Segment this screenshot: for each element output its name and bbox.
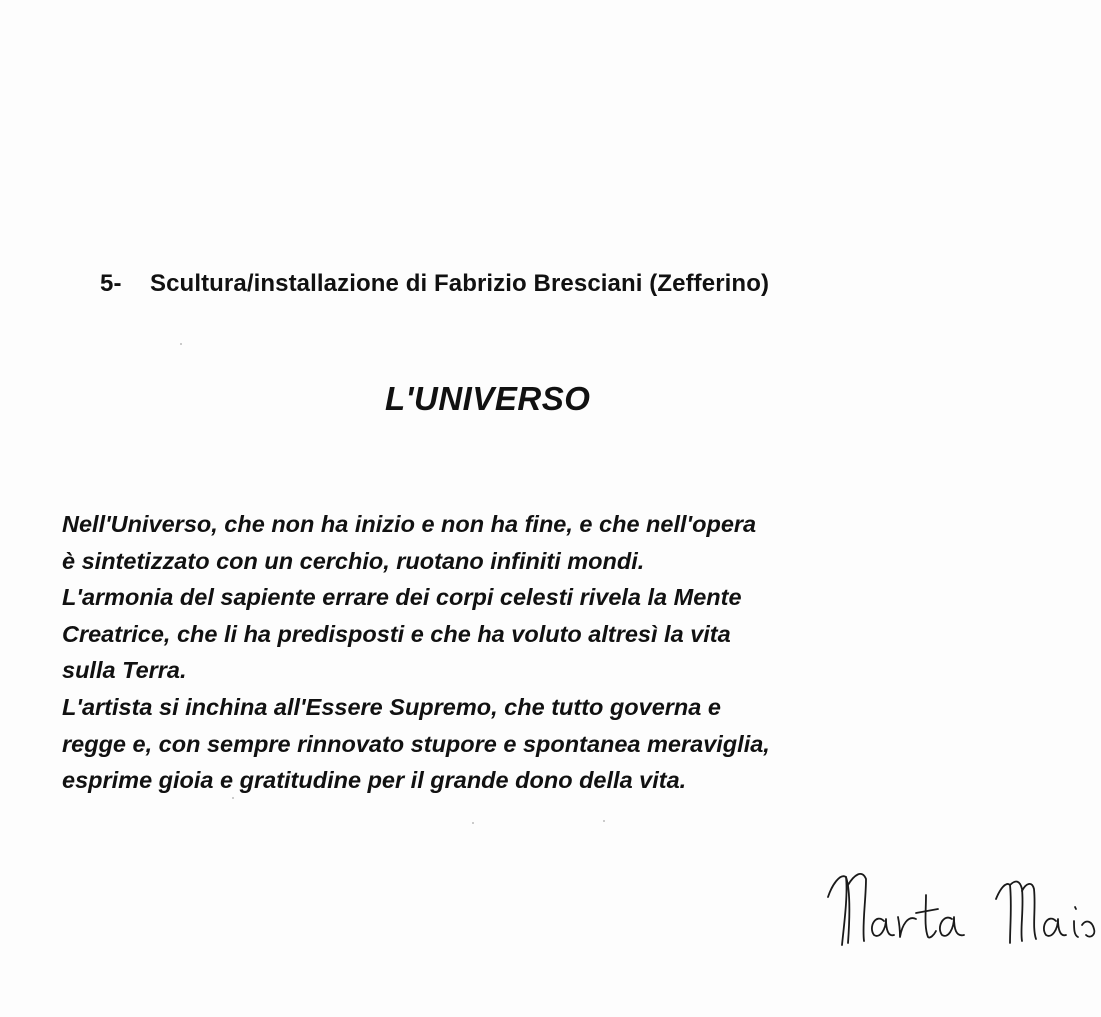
description-line: L'artista si inchina all'Essere Supremo, che tutto governa e [62,693,721,720]
description-line: Creatrice, che li ha predisposti e che ha voluto altresì la vita [62,620,731,647]
section-heading [100,270,769,298]
item-number: 5- [100,270,122,297]
heading-text: Scultura/installazione di Fabrizio Bresciani (Zefferino) [150,270,770,297]
scan-speck [180,343,182,345]
description-paragraph [62,506,962,799]
description-line: Nell'Universo, che non ha inizio e non ha fine, e che nell'opera [62,511,757,537]
handwritten-signature [820,855,1101,955]
description-line: esprime gioia e gratitudine per il grande dono della vita. [62,767,687,794]
description-line: è sintetizzato con un cerchio, ruotano infiniti mondi. [62,547,645,574]
artwork-title: L'UNIVERSO [385,380,591,417]
scan-speck [472,822,474,824]
scan-speck [232,797,234,799]
description-line: sulla Terra. [62,657,187,684]
scan-speck [603,820,605,822]
description-line: regge e, con sempre rinnovato stupore e spontanea meraviglia, [62,730,770,757]
description-line: L'armonia del sapiente errare dei corpi celesti rivela la Mente [62,584,742,611]
